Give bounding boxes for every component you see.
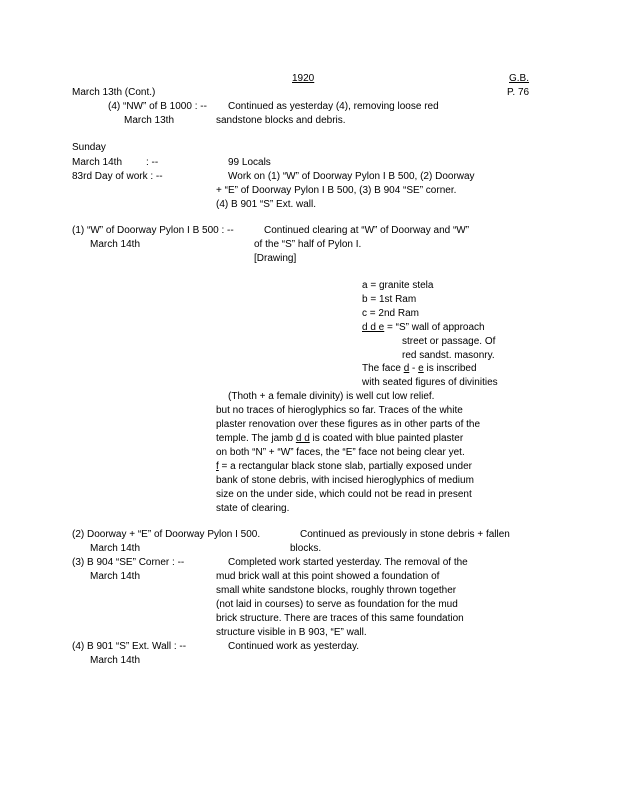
entry-2-label: (2) Doorway + “E” of Doorway Pylon I 500.	[72, 529, 261, 540]
entry-1-paragraph-line: on both “N” + “W” faces, the “E” face not being clear yet.	[216, 447, 465, 458]
workday-label: 83rd Day of work : --	[72, 171, 163, 182]
entry-3-line: brick structure. There are traces of this same foundation	[216, 613, 464, 624]
face-note-line: with seated figures of divinities	[362, 377, 498, 388]
page-number: P. 76	[507, 87, 530, 98]
paragraph-text: = a rectangular black stone slab, partially exposed under	[218, 461, 472, 472]
drawing-key-c: c = 2nd Ram	[362, 308, 419, 319]
entry-4-line: Continued work as yesterday.	[228, 641, 359, 652]
face-letter-d: d	[403, 363, 410, 374]
work-summary-line: (4) B 901 “S” Ext. wall.	[216, 199, 317, 210]
jamb-letters: d d	[295, 433, 310, 444]
face-note	[362, 362, 477, 375]
paragraph-text: is coated with blue painted plaster	[309, 433, 464, 444]
entry-1-line: Continued clearing at “W” of Doorway and “W”	[264, 225, 470, 236]
entry-nw-date: March 13th	[124, 115, 175, 126]
entry-3-line: mud brick wall at this point showed a foundation of	[216, 571, 440, 582]
entry-1-paragraph-line: state of clearing.	[216, 503, 290, 514]
drawing-key-dde	[362, 321, 485, 334]
entry-1-paragraph-line: but no traces of hieroglyphics so far. Traces of the white	[216, 405, 463, 416]
paragraph-text: temple. The jamb	[216, 433, 296, 444]
drawing-key-a: a = granite stela	[362, 280, 434, 291]
entry-4-date: March 14th	[90, 655, 141, 666]
key-letters: d d e	[362, 322, 385, 333]
entry-2-line: blocks.	[290, 543, 322, 554]
entry-1-paragraph-line	[216, 432, 463, 445]
slab-letter-f: f	[216, 461, 219, 472]
entry-nw-line: Continued as yesterday (4), removing loose red	[228, 101, 439, 112]
entry-3-line: structure visible in B 903, “E” wall.	[216, 627, 367, 638]
drawing-note: [Drawing]	[254, 253, 297, 264]
entry-3-line: small white sandstone blocks, roughly thrown together	[216, 585, 457, 596]
page-year: 1920	[292, 73, 315, 84]
entry-2-line: Continued as previously in stone debris + fallen	[300, 529, 510, 540]
locals-count: 99 Locals	[228, 157, 271, 168]
date-continued: March 13th (Cont.)	[72, 87, 156, 98]
face-letter-e: e	[418, 363, 424, 374]
entry-2-date: March 14th	[90, 543, 141, 554]
entry-nw-label: (4) “NW” of B 1000 : --	[108, 101, 207, 112]
thoth-line: (Thoth + a female divinity) is well cut low relief.	[228, 391, 435, 402]
face-text: The face	[362, 363, 404, 374]
drawing-key-dde-line: red sandst. masonry.	[402, 350, 495, 361]
author-initials: G.B.	[509, 73, 530, 84]
sunday-date-separator: : --	[146, 157, 159, 168]
entry-3-line: (not laid in courses) to serve as foundation for the mud	[216, 599, 458, 610]
entry-1-paragraph-line: size on the under side, which could not be read in present	[216, 489, 472, 500]
entry-3-label: (3) B 904 “SE” Corner : --	[72, 557, 185, 568]
entry-1-line: of the “S” half of Pylon I.	[254, 239, 362, 250]
drawing-key-b: b = 1st Ram	[362, 294, 417, 305]
entry-1-paragraph-line: plaster renovation over these figures as in other parts of the	[216, 419, 481, 430]
entry-3-line: Completed work started yesterday. The removal of the	[228, 557, 468, 568]
drawing-key-dde-line: street or passage. Of	[402, 336, 496, 347]
work-summary-line: + “E” of Doorway Pylon I B 500, (3) B 904 “SE” corner.	[216, 185, 457, 196]
entry-4-label: (4) B 901 “S” Ext. Wall : --	[72, 641, 187, 652]
work-summary-line: Work on (1) “W” of Doorway Pylon I B 500, (2) Doorway	[228, 171, 475, 182]
entry-1-paragraph-line: bank of stone debris, with incised hieroglyphics of medium	[216, 475, 474, 486]
entry-1-paragraph-line	[216, 460, 472, 473]
entry-3-date: March 14th	[90, 571, 141, 582]
sunday-date: March 14th	[72, 157, 123, 168]
entry-1-date: March 14th	[90, 239, 141, 250]
key-text: = “S” wall of approach	[384, 322, 485, 333]
entry-1-label: (1) “W” of Doorway Pylon I B 500 : --	[72, 225, 234, 236]
face-text: is inscribed	[423, 363, 477, 374]
face-text: -	[409, 363, 419, 374]
day-label: Sunday	[72, 142, 106, 153]
entry-nw-line: sandstone blocks and debris.	[216, 115, 346, 126]
